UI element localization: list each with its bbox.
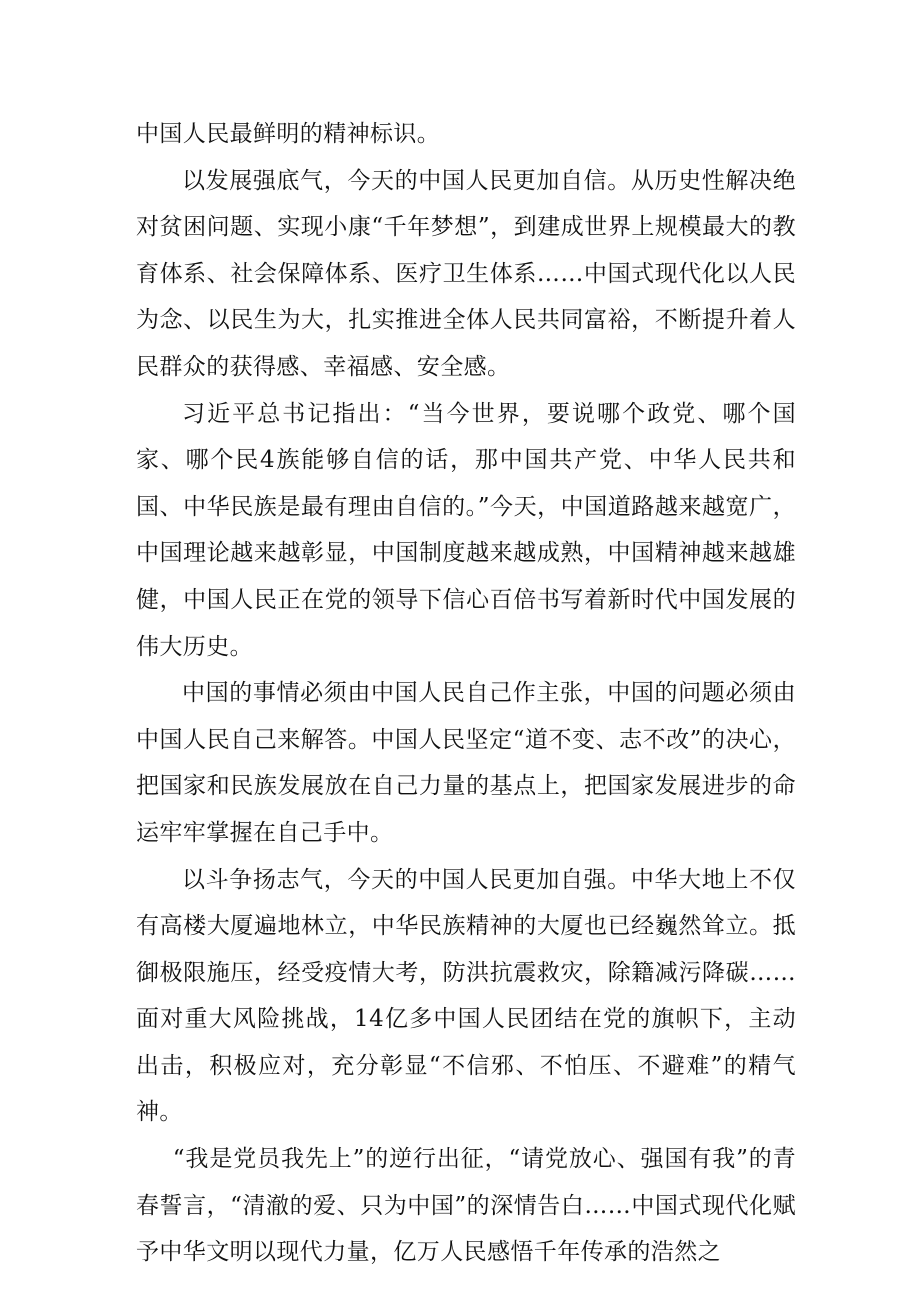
paragraph-4: 中国的事情必须由中国人民自己作主张，中国的问题必须由中国人民自己来解答。中国人民坚定“道不变、志不改”的决心，把国家和民族发展放在自己力量的基点上，把国家发展进步的命运牢牢掌握在自己手中。 [136,680,796,846]
paragraph-2: 以发展强底气，今天的中国人民更加自信。从历史性解决绝对贫困问题、实现小康“千年梦想”，到建成世界上规模最大的教育体系、社会保障体系、医疗卫生体系……中国式现代化以人民为念、以民生为大，扎实推进全体人民共同富裕，不断提升着人民群众的获得感、幸福感、安全感。 [136,167,796,380]
paragraph-3: 习近平总书记指出：“当今世界，要说哪个政党、哪个国家、哪个民4族能够自信的话，那中国共产党、中华人民共和国、中华民族是最有理由自信的。”今天，中国道路越来越宽广，中国理论越来越彰显，中国制度越来越成熟，中国精神越来越雄健，中国人民正在党的领导下信心百倍书写着新时代中国发展的伟大历史。 [136,400,796,660]
paragraph-1: 中国人民最鲜明的精神标识。 [136,121,441,147]
document-body [136,111,796,1276]
paragraph-6: “我是党员我先上”的逆行出征，“请党放心、强国有我”的青春誓言，“清澈的爱、只为中国”的深情告白……中国式现代化赋予中华文明以现代力量，亿万人民感悟千年传承的浩然之 [136,1146,796,1266]
paragraph-5: 以斗争扬志气，今天的中国人民更加自强。中华大地上不仅有高楼大厦遍地林立，中华民族精神的大厦也已经巍然耸立。抵御极限施压，经受疫情大考，防洪抗震救灾，除籍减污降碳……面对重大风险挑战，14亿多中国人民团结在党的旗帜下，主动出击，积极应对，充分彰显“不信邪、不怕压、不避难”的精气神。 [136,866,796,1126]
